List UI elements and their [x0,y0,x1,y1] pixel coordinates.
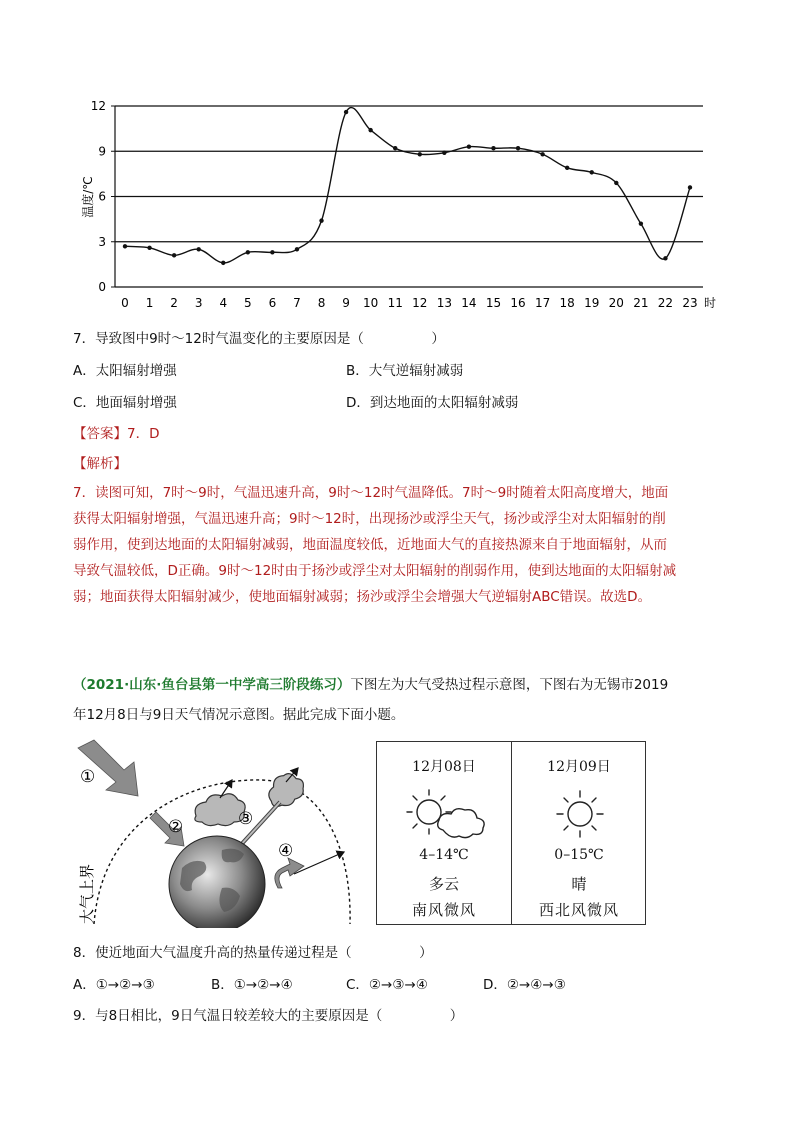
q7-answer: 【答案】7．D [73,426,160,442]
weather-date: 12月09日 [547,759,611,775]
x-tick-label: 3 [194,296,203,310]
data-point [688,185,692,189]
x-tick-label: 2 [170,296,178,310]
analysis-line: 弱作用，使到达地面的太阳辐射减弱，地面温度较低，近地面大气的直接热源来自于地面辐射，从而 [73,537,667,553]
q7-analysis [73,480,723,610]
sun-cloud-icon [399,786,493,842]
x-tick-label: 4 [219,296,228,310]
y-tick-label: 6 [98,189,106,204]
analysis-line: 获得太阳辐射增强，气温迅速升高；9时～12时，出现扬沙或浮尘天气，扬沙或浮尘对太阳辐射的削 [73,511,666,527]
y-tick-label: 12 [90,99,106,113]
data-point [442,151,446,155]
weather-date: 12月08日 [412,759,476,775]
q8-option-b: B．①→②→④ [211,977,293,993]
y-tick-label: 0 [98,280,106,294]
x-tick-label: 12 [412,296,428,310]
q8-option-c: C．②→③→④ [346,977,428,993]
weather-panel [376,741,646,925]
boundary-label: 大气上界 [78,863,96,924]
x-axis-unit: 时 [703,296,717,310]
cloud-icon [263,768,309,811]
x-tick-label: 14 [461,296,477,310]
y-tick-label: 3 [98,234,106,249]
x-tick-label: 15 [485,296,502,310]
data-point [147,246,151,250]
x-tick-label: 10 [363,296,379,310]
x-tick-label: 1 [145,296,154,310]
data-point [639,221,643,225]
analysis-line: 7．读图可知，7时～9时，气温迅速升高，9时～12时气温降低。7时～9时随着太阳高度增大，地面 [73,485,669,501]
weather-condition: 多云 [428,875,459,893]
data-point [491,146,495,150]
x-tick-label: 20 [608,296,624,310]
q8-option-a: A．①→②→③ [73,977,155,993]
weather-day-1 [377,742,511,924]
q7-option-b: B．大气逆辐射减弱 [346,363,464,379]
data-point [467,145,471,149]
q7-stem: 7．导致图中9时～12时气温变化的主要原因是（ ） [73,331,445,347]
q9-stem: 9．与8日相比，9日气温日较差较大的主要原因是（ ） [73,1008,464,1024]
weather-temp: 4–14℃ [419,847,469,863]
data-point [540,152,544,156]
data-point [295,247,299,251]
data-point [172,253,176,257]
x-tick-label: 9 [342,296,350,310]
weather-temp: 0–15℃ [554,847,604,863]
data-point [418,152,422,156]
weather-condition: 晴 [571,875,587,893]
label-4: ④ [278,841,294,861]
x-tick-label: 19 [584,296,600,310]
q7-analysis-title: 【解析】 [73,456,127,472]
weather-wind: 南风微风 [411,901,476,919]
label-1: ① [80,767,96,787]
x-tick-label: 23 [682,296,698,310]
data-point [196,247,200,251]
q7-option-a: A．太阳辐射增强 [73,363,177,379]
x-tick-label: 7 [293,296,301,310]
x-tick-label: 21 [633,296,649,310]
y-axis-label: 温度/℃ [81,176,95,218]
data-point [516,146,520,150]
intro-text-2: 年12月8日与9日天气情况示意图。据此完成下面小题。 [73,707,405,723]
data-point [221,261,225,265]
x-tick-label: 8 [317,296,326,310]
temperature-series-line [125,108,690,263]
x-tick-label: 6 [268,296,277,310]
intro-paragraph [73,670,733,730]
q7-option-d: D．到达地面的太阳辐射减弱 [346,395,519,411]
data-point [614,181,618,185]
x-tick-label: 17 [534,296,551,310]
data-point [368,128,372,132]
data-point [663,256,667,260]
data-point [344,110,348,114]
data-point [565,166,569,170]
y-tick-label: 9 [98,144,106,159]
q8-option-d: D．②→④→③ [483,977,566,993]
q7-option-c: C．地面辐射增强 [73,395,177,411]
intro-text-1: 下图左为大气受热过程示意图，下图右为无锡市2019 [350,677,669,693]
x-tick-label: 22 [657,296,674,310]
label-3: ③ [238,809,254,829]
data-point [319,218,323,222]
data-point [246,250,250,254]
x-tick-label: 0 [121,296,129,310]
data-point [590,170,594,174]
data-point [123,244,127,248]
x-tick-label: 18 [559,296,575,310]
temperature-chart [0,0,794,320]
sun-icon [552,786,608,842]
x-tick-label: 5 [244,296,252,310]
data-point [270,250,274,254]
weather-day-2 [512,742,646,924]
weather-wind: 西北风微风 [538,901,619,919]
q8-stem: 8．使近地面大气温度升高的热量传递过程是（ ） [73,945,433,961]
data-point [393,146,397,150]
atmospheric-heating-diagram [72,738,362,928]
analysis-line: 弱；地面获得太阳辐射减少，使地面辐射减弱；扬沙或浮尘会增强大气逆辐射ABC错误。故选D。 [73,589,652,605]
label-2: ② [168,817,184,837]
source-label: （2021·山东·鱼台县第一中学高三阶段练习） [73,677,351,693]
analysis-line: 导致气温较低，D正确。9时～12时由于扬沙或浮尘对太阳辐射的削弱作用，使到达地面的太阳辐射减 [73,563,677,579]
ground-radiation-arrow-icon [275,858,304,888]
x-tick-label: 13 [436,296,452,310]
x-tick-label: 11 [387,296,403,310]
x-tick-label: 16 [510,296,526,310]
